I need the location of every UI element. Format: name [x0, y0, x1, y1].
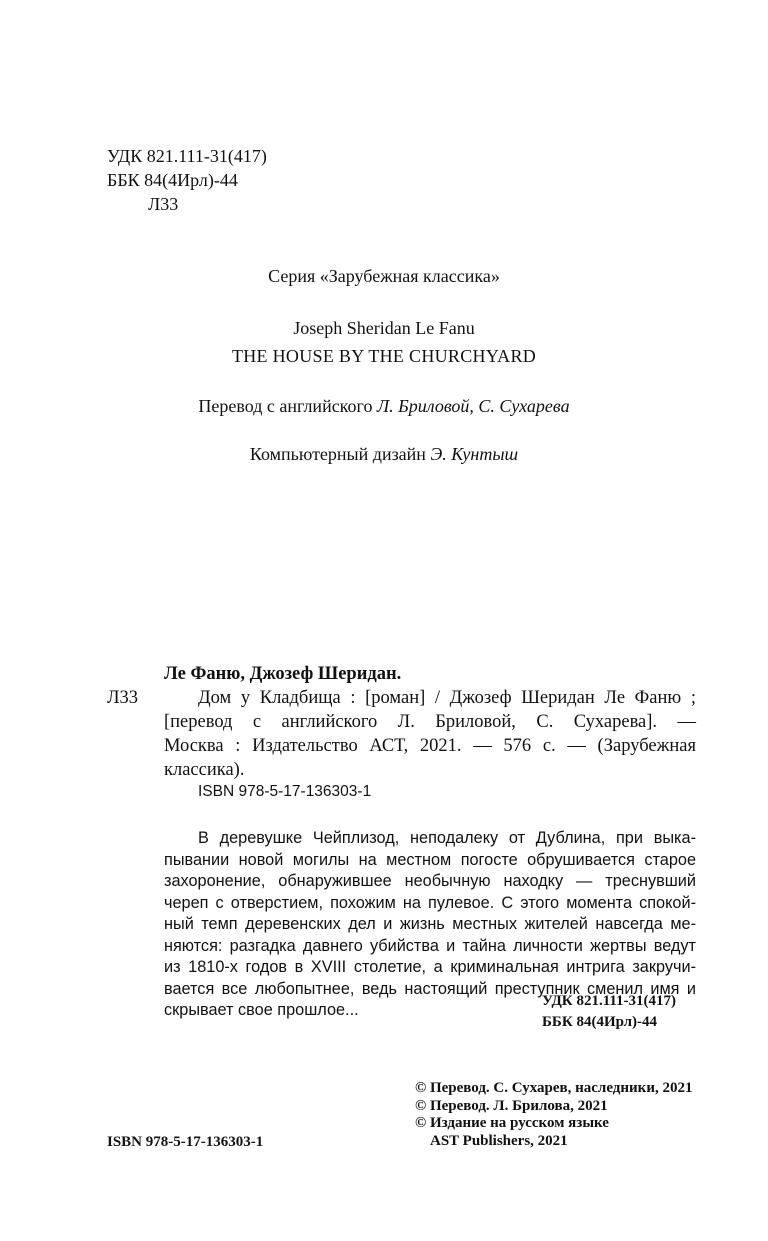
translation-prefix: Перевод с английского — [198, 396, 373, 416]
designer: Э. Кунтыш — [430, 444, 519, 464]
annotation-line: скрывает свое прошлое... — [164, 1001, 359, 1019]
bbk-code: ББК 84(4Ирл)-44 — [107, 170, 238, 190]
description-line: классика). — [164, 760, 245, 780]
copyright-line: © Перевод. Л. Брилова, 2021 — [415, 1097, 608, 1114]
translators: Л. Бриловой, С. Сухарева — [376, 396, 570, 416]
copyright-lines — [415, 1080, 692, 1150]
description-line: [перевод с английского Л. Бриловой, С. Сухарева]. — — [164, 712, 696, 732]
catalog-description — [164, 686, 696, 782]
catalog-heading: Ле Фаню, Джозеф Шеридан. — [164, 664, 402, 684]
copyright-line: © Перевод. С. Сухарев, наследники, 2021 — [415, 1080, 693, 1096]
translation-credit — [0, 395, 768, 418]
card-udk: УДК 821.111-31(417) — [542, 993, 677, 1009]
annotation-line: ный темп деревенских дел и жизнь местных жителей навсегда ме- — [164, 915, 696, 933]
annotation-line: пывании новой могилы на местном погосте обрушивается старое — [164, 850, 696, 869]
copyright-line: © Издание на русском языке — [415, 1115, 609, 1131]
annotation-line: череп с отверстием, похожим на пулевое. С этого момента спокой- — [164, 893, 696, 912]
original-author: Joseph Sheridan Le Fanu — [293, 318, 475, 338]
description-line: Дом у Кладбища : [роман] / Джозеф Шеридан Ле Фаню ; — [198, 688, 696, 708]
description-line: Москва : Издательство АСТ, 2021. — 576 с. — (Зарубежная — [164, 736, 696, 756]
annotation-line: из 1810-х годов в XVIII столетие, а криминальная интрига закручи- — [164, 958, 696, 976]
catalog-mark: Л33 — [107, 688, 139, 708]
annotation-line: вается все любопытнее, ведь настоящий преступник сменил имя и — [164, 979, 696, 998]
copyright-line: AST Publishers, 2021 — [430, 1132, 568, 1149]
catalog-isbn: ISBN 978-5-17-136303-1 — [198, 783, 372, 800]
design-prefix: Компьютерный дизайн — [249, 444, 426, 464]
annotation-line: няются: разгадка давнего убийства и тайна личности жертвы ведут — [164, 936, 696, 955]
udk-code: УДК 821.111-31(417) — [107, 146, 267, 166]
bottom-isbn: ISBN 978-5-17-136303-1 — [107, 1134, 264, 1150]
original-title: THE HOUSE BY THE CHURCHYARD — [231, 346, 537, 366]
series-line: Серия «Зарубежная классика» — [268, 266, 500, 286]
annotation-line: захоронение, обнаружившее необычную находку — треснувший — [164, 872, 696, 890]
annotation-line: В деревушке Чейплизод, неподалеку от Дублина, при выка- — [198, 829, 696, 847]
design-credit — [0, 443, 768, 466]
author-mark: Л33 — [148, 194, 179, 214]
card-bbk: ББК 84(4Ирл)-44 — [542, 1014, 657, 1030]
